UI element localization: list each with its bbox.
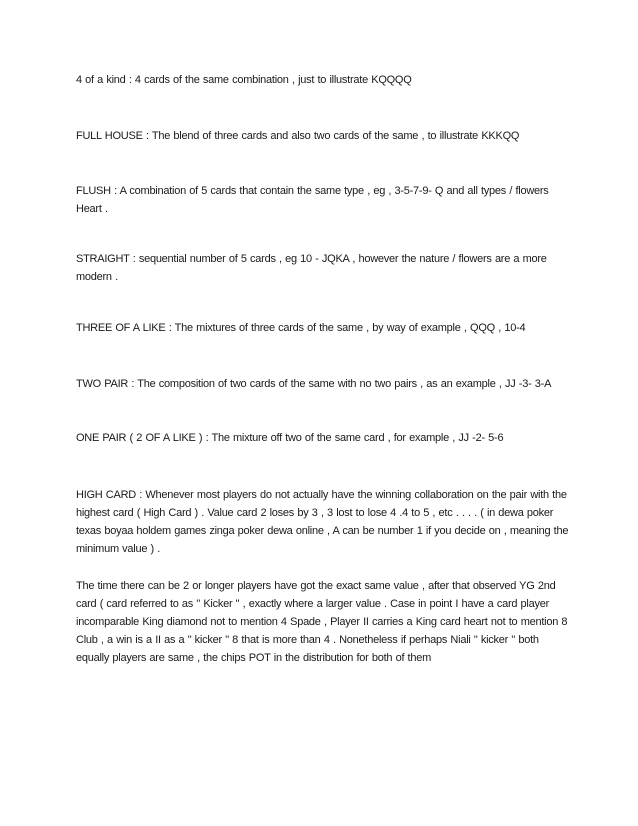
paragraph-three-of-a-like: THREE OF A LIKE : The mixtures of three cards of the same , by way of example , QQQ , 10-4	[76, 322, 526, 334]
paragraph-one-pair: ONE PAIR ( 2 OF A LIKE ) : The mixture off two of the same card , for example , JJ -2- 5-6	[76, 432, 504, 444]
paragraph-high-card: HIGH CARD : Whenever most players do not actually have the winning collaboration on the pair with the highest card ( High Card ) . Value card 2 loses by 3 , 3 lost to lose 4 .4 to 5 , etc . . . . ( in dewa poker texas boyaa holdem games zinga poker dewa online , A can be number 1 if you decide on , meaning the minimum value ) .	[76, 489, 569, 555]
paragraph-four-of-a-kind: 4 of a kind : 4 cards of the same combination , just to illustrate KQQQQ	[76, 74, 412, 86]
paragraph-straight: STRAIGHT : sequential number of 5 cards , eg 10 - JQKA , however the nature / flowers are a more modern .	[76, 253, 547, 283]
paragraph-full-house: FULL HOUSE : The blend of three cards and also two cards of the same , to illustrate KKKQQ	[76, 130, 520, 142]
paragraph-kicker: The time there can be 2 or longer players have got the exact same value , after that observed YG 2nd card ( card referred to as " Kicker " , exactly where a larger value . Case in point I have a card player incomparable King diamond not to mention 4 Spade , Player II carries a King card heart not to mention 8 Club , a win is a II as a " kicker " 8 that is more than 4 . Nonetheless if perhaps Niali " kicker " both equally players are same , the chips POT in the distribution for both of them	[76, 580, 568, 664]
paragraph-flush: FLUSH : A combination of 5 cards that contain the same type , eg , 3-5-7-9- Q and all types / flowers Heart .	[76, 185, 549, 215]
paragraph-two-pair: TWO PAIR : The composition of two cards of the same with no two pairs , as an example , JJ -3- 3-A	[76, 378, 552, 390]
